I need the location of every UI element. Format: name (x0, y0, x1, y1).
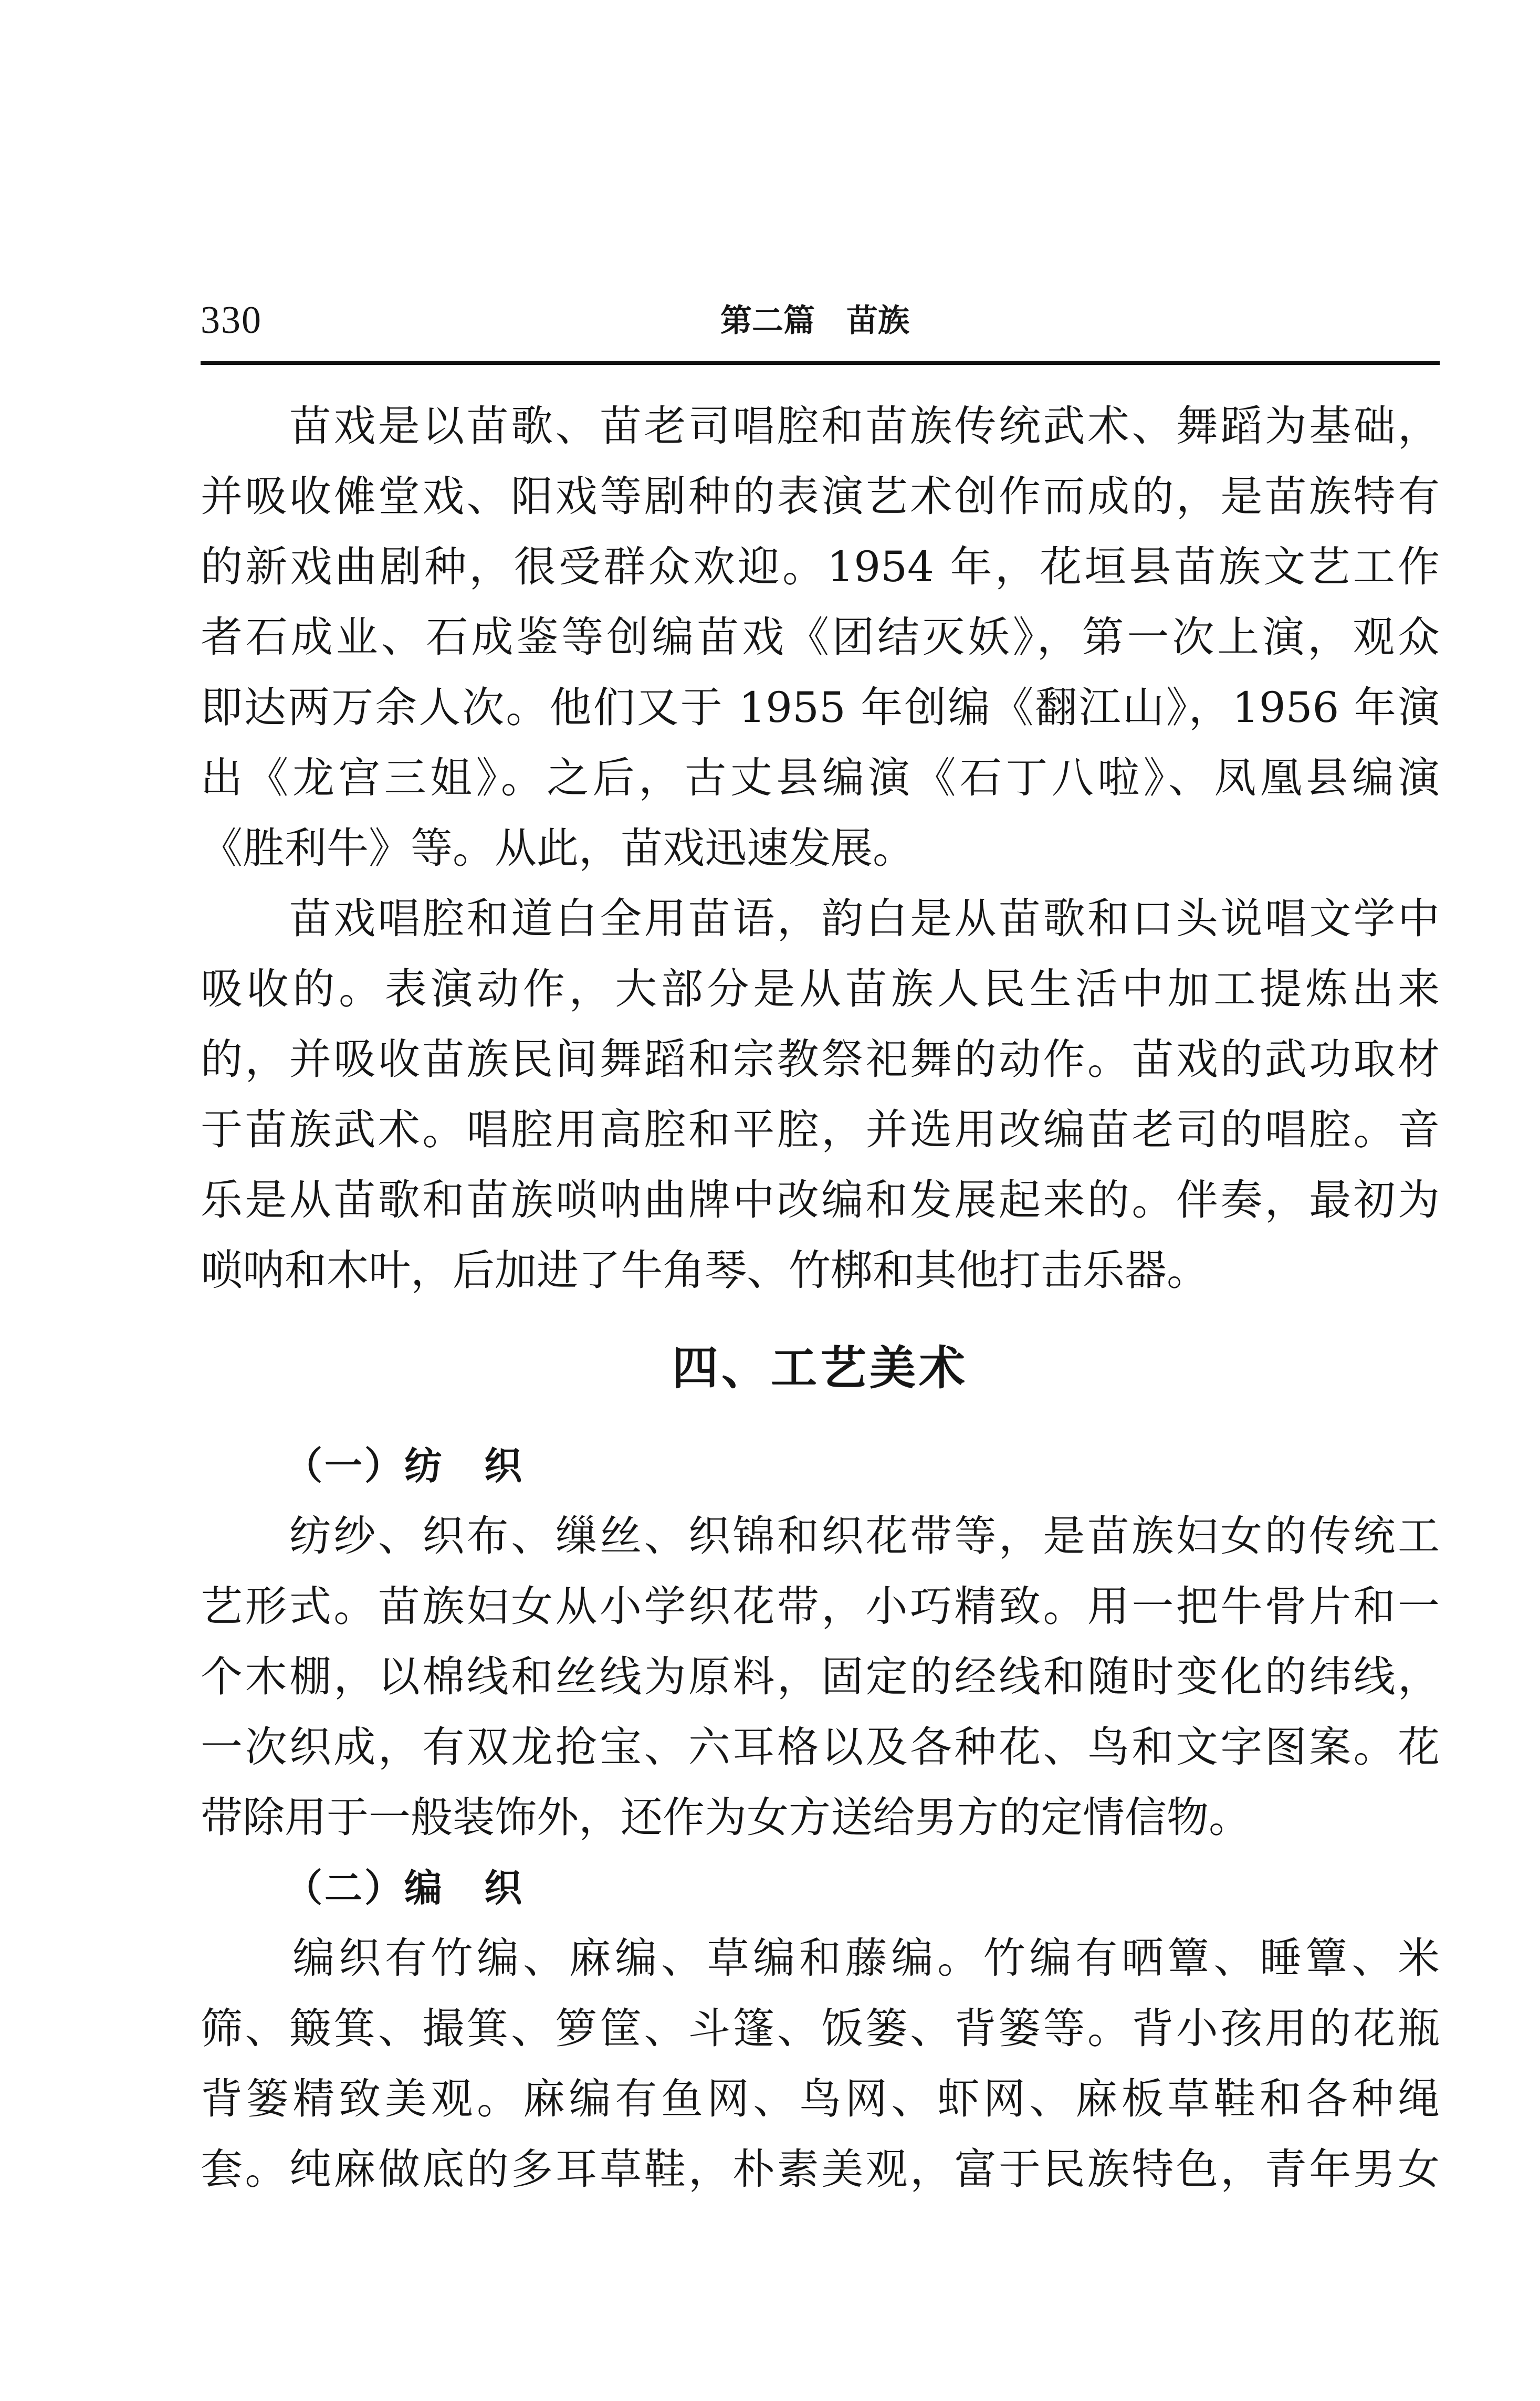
text-line: 艺形式。苗族妇女从小学织花带，小巧精致。用一把牛骨片和一 (201, 1582, 1440, 1631)
text-line: 出《龙宫三姐》。之后，古丈县编演《石丁八啦》、凤凰县编演 (201, 753, 1440, 802)
paragraph-plaiting (201, 1923, 1440, 2205)
text-line: 吸收的。表演动作，大部分是从苗族人民生活中加工提炼出来 (201, 964, 1440, 1013)
text-line: 于苗族武术。唱腔用高腔和平腔，并选用改编苗老司的唱腔。音 (201, 1105, 1440, 1154)
text-line: 编织有竹编、麻编、草编和藤编。竹编有晒簟、睡簟、米 (201, 1934, 1440, 1983)
text-line: 个木棚，以棉线和丝线为原料，固定的经线和随时变化的纬线， (201, 1652, 1440, 1701)
paragraph-miao-opera-origin (201, 391, 1440, 884)
text-line: 乐是从苗歌和苗族唢呐曲牌中改编和发展起来的。伴奏，最初为 (201, 1176, 1440, 1224)
text-line: 的新戏曲剧种，很受群众欢迎。1954 年，花垣县苗族文艺工作 (201, 542, 1440, 591)
text-line: 的，并吸收苗族民间舞蹈和宗教祭祀舞的动作。苗戏的武功取材 (201, 1035, 1440, 1084)
subsection-heading-weaving: （一）纺 织 (285, 1444, 525, 1488)
text-line: 筛、簸箕、撮箕、箩筐、斗篷、饭篓、背篓等。背小孩用的花瓶 (201, 2004, 1440, 2053)
text-line: 一次织成，有双龙抢宝、六耳格以及各种花、鸟和文字图案。花 (201, 1723, 1440, 1771)
text-line: 并吸收傩堂戏、阳戏等剧种的表演艺术创作而成的，是苗族特有 (201, 472, 1440, 521)
running-header (201, 297, 1440, 344)
text-line: 即达两万余人次。他们又于 1955 年创编《翻江山》，1956 年演 (201, 683, 1440, 732)
text-line: 套。纯麻做底的多耳草鞋，朴素美观，富于民族特色，青年男女 (201, 2145, 1440, 2194)
text-line: 苗戏唱腔和道白全用苗语，韵白是从苗歌和口头说唱文学中 (201, 894, 1440, 943)
text-line: 背篓精致美观。麻编有鱼网、鸟网、虾网、麻板草鞋和各种绳 (201, 2074, 1440, 2123)
text-line: 带除用于一般装饰外，还作为女方送给男方的定情信物。 (201, 1793, 1251, 1842)
text-line: 苗戏是以苗歌、苗老司唱腔和苗族传统武术、舞蹈为基础， (201, 402, 1440, 450)
text-line: 唢呐和木叶，后加进了牛角琴、竹梆和其他打击乐器。 (201, 1246, 1209, 1295)
paragraph-weaving (201, 1501, 1440, 1853)
text-line: 纺纱、织布、缫丝、织锦和织花带等，是苗族妇女的传统工 (201, 1512, 1440, 1560)
header-rule (201, 361, 1440, 365)
subsection-heading-plaiting: （二）编 织 (285, 1866, 525, 1910)
page-number: 330 (201, 299, 262, 342)
page-body (201, 391, 1440, 2205)
text-line: 者石成业、石成鉴等创编苗戏《团结灭妖》，第一次上演，观众 (201, 613, 1440, 662)
paragraph-miao-opera-style (201, 884, 1440, 1306)
running-title: 第二篇 苗族 (720, 302, 909, 339)
section-title: 四、工艺美术 (672, 1341, 968, 1395)
text-line: 《胜利牛》等。从此，苗戏迅速发展。 (201, 824, 915, 873)
